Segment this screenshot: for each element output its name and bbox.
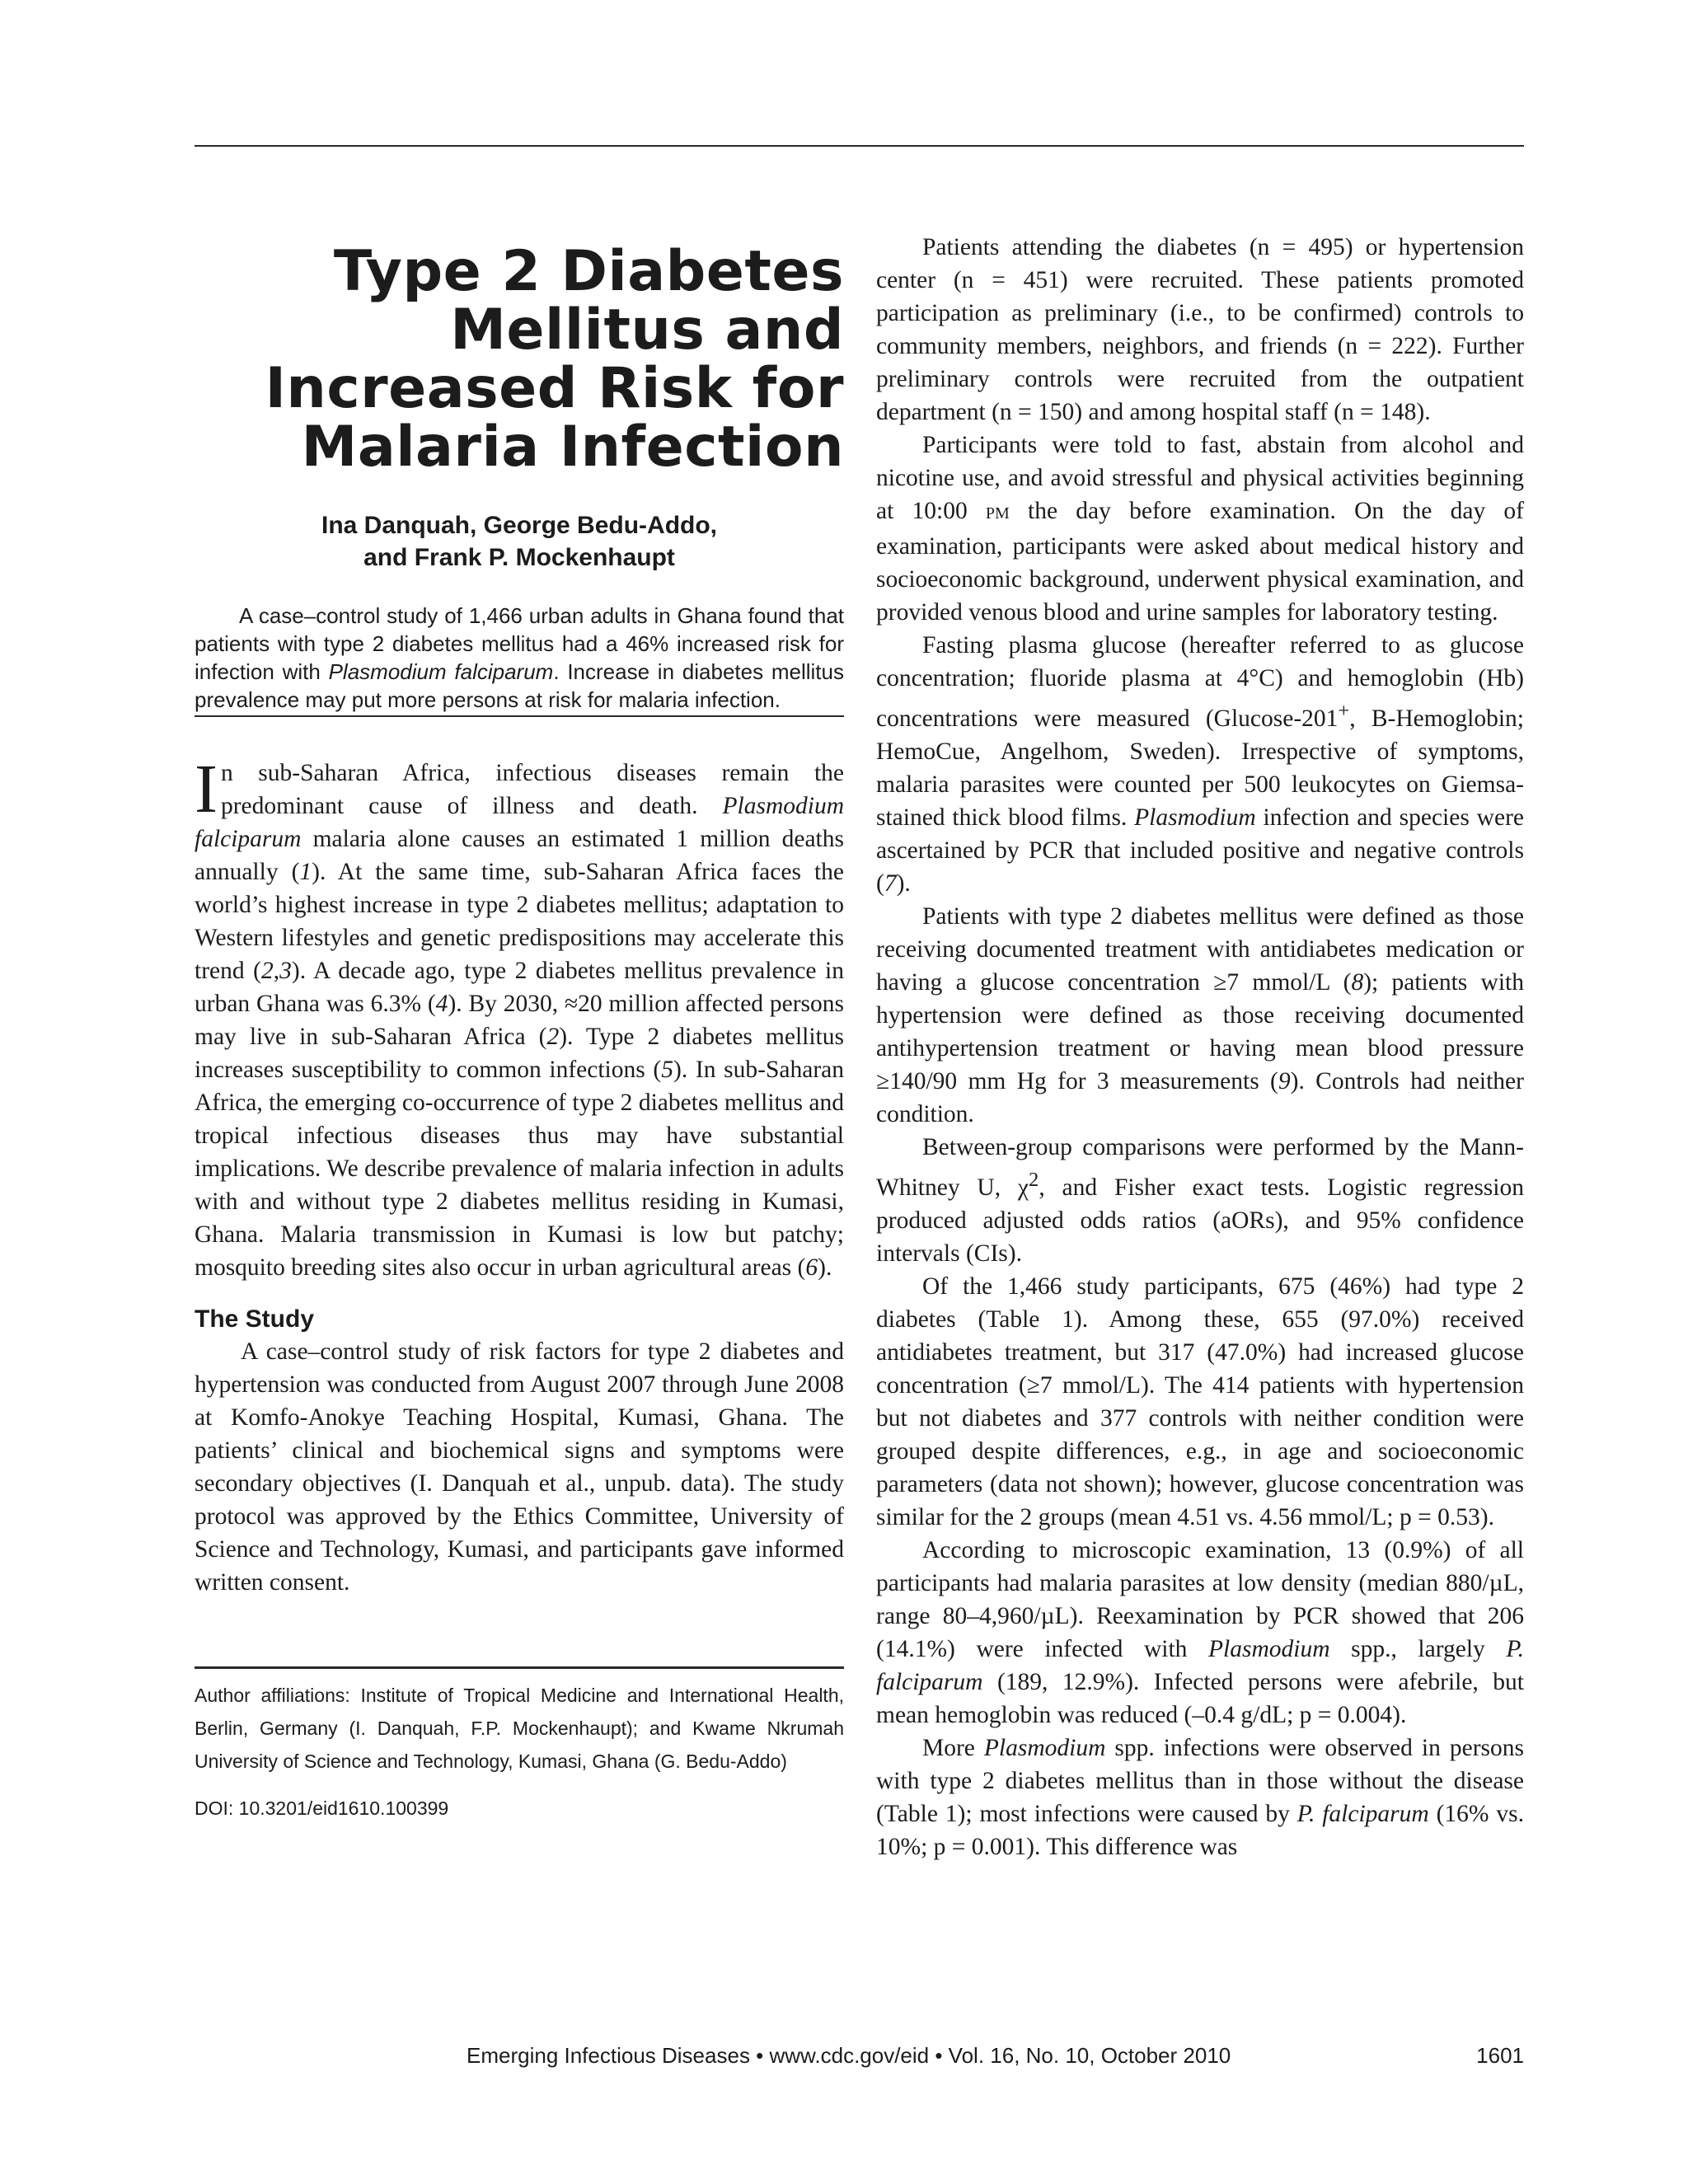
section-heading-the-study: The Study: [195, 1305, 315, 1333]
doi: DOI: 10.3201/eid1610.100399: [195, 1797, 449, 1819]
body-paragraph: Patients with type 2 diabetes mellitus were defined as those receiving documented treatment with antidiabetes medication or having a glucose concentration ≥7 mmol/L (8); patients with hypertension were defined as those receiving documented antihypertension treatment or having mean blood pressure ≥140/90 mm Hg for 3 measurements (9). Controls had neither condition.: [876, 902, 1524, 1127]
body-paragraph: More Plasmodium spp. infections were observed in persons with type 2 diabetes mellitus than in those without the disease (Table 1); most infections were caused by P. falciparum (16% vs. 10%; p = 0.001). This difference was: [876, 1734, 1524, 1860]
title-line: Mellitus and: [450, 298, 844, 363]
page-number: 1601: [1476, 2043, 1524, 2068]
intro-paragraph: In sub-Saharan Africa, infectious diseases remain the predominant cause of illness and death. Plasmodium falciparum malaria alone causes an estimated 1 million deaths annually (1). At the same time, sub-Saharan Africa faces the world’s highest increase in type 2 diabetes mellitus; adaptation to Western lifestyles and genetic predispositions may accelerate this trend (2,3). A decade ago, type 2 diabetes mellitus prevalence in urban Ghana was 6.3% (4). By 2030, ≈20 million affected persons may live in sub-Saharan Africa (2). Type 2 diabetes mellitus increases susceptibility to common infections (5). In sub-Saharan Africa, the emerging co-occurrence of type 2 diabetes mellitus and tropical infectious diseases thus may have substantial implications. We describe prevalence of malaria infection in adults with and without type 2 diabetes mellitus residing in Kumasi, Ghana. Malaria transmission in Kumasi is low but patchy; mosquito breeding sites also occur in urban agricultural areas (6).: [195, 751, 845, 1281]
top-rule: [195, 145, 1524, 147]
author-line: and Frank P. Mockenhaupt: [363, 544, 675, 571]
body-paragraph: Of the 1,466 study participants, 675 (46%) had type 2 diabetes (Table 1). Among these, 655 (97.0%) received antidiabetes treatment, but 317 (47.0%) had increased glucose concentration (≥7 mmol/L). The 414 patients with hypertension but not diabetes and 377 controls with neither condition were grouped despite differences, e.g., in age and socioeconomic parameters (data not shown); however, glucose concentration was similar for the 2 groups (mean 4.51 vs. 4.56 mmol/L; p = 0.53).: [876, 1272, 1524, 1530]
author-list: [195, 509, 844, 574]
study-paragraph: A case–control study of risk factors for type 2 diabetes and hypertension was conducted from August 2007 through June 2008 at Komfo-Anokye Teaching Hospital, Kumasi, Ghana. The patients’ clinical and biochemical signs and symptoms were secondary objectives (I. Danquah et al., unpub. data). The study protocol was approved by the Ethics Committee, University of Science and Technology, Kumasi, and participants gave informed written consent.: [195, 1338, 844, 1596]
journal-citation: Emerging Infectious Diseases • www.cdc.gov/eid • Vol. 16, No. 10, October 2010: [467, 2043, 1231, 2068]
article-title: [195, 239, 844, 480]
body-paragraph: Participants were told to fast, abstain from alcohol and nicotine use, and avoid stressful and physical activities beginning at 10:00 PM the day before examination. On the day of examination, participants were asked about medical history and socioeconomic background, underwent physical examination, and provided venous blood and urine samples for laboratory testing.: [876, 432, 1524, 626]
author-affiliations: Author affiliations: Institute of Tropical Medicine and International Health, Berlin, Germany (I. Danquah, F.P. Mockenhaupt); and Kwame Nkrumah University of Science and Technology, Kumasi, Ghana (G. Bedu-Addo): [195, 1666, 844, 1778]
introduction: [195, 751, 845, 1284]
title-line: Increased Risk for: [265, 356, 844, 421]
title-line: Type 2 Diabetes: [333, 239, 844, 304]
body-paragraph: Patients attending the diabetes (n = 495) or hypertension center (n = 451) were recruited. These patients promoted participation as preliminary (i.e., to be confirmed) controls to community members, neighbors, and friends (n = 222). Further preliminary controls were recruited from the outpatient department (n = 150) and among hospital staff (n = 148).: [876, 234, 1524, 425]
body-paragraph: According to microscopic examination, 13 (0.9%) of all participants had malaria parasites at low density (median 880/µL, range 80–4,960/µL). Reexamination by PCR showed that 206 (14.1%) were infected with Plasmodium spp., largely P. falciparum (189, 12.9%). Infected persons were afebrile, but mean hemoglobin was reduced (–0.4 g/dL; p = 0.004).: [876, 1536, 1524, 1728]
title-line: Malaria Infection: [301, 415, 844, 480]
drop-cap: I: [195, 751, 218, 827]
abstract: A case–control study of 1,466 urban adults in Ghana found that patients with type 2 diabetes mellitus had a 46% increased risk for infection with Plasmodium falciparum. Increase in diabetes mellitus prevalence may put more persons at risk for malaria infection.: [195, 602, 844, 717]
author-line: Ina Danquah, George Bedu-Addo,: [321, 512, 717, 539]
study-section: [195, 1335, 844, 1599]
body-paragraph: Between-group comparisons were performed by the Mann-Whitney U, $\chi^2$, and Fisher exact tests. Logistic regression produced adjusted odds ratios (aORs), and 95% confidence intervals (CIs).: [876, 1133, 1524, 1267]
left-column: [195, 231, 844, 1821]
right-column: [876, 231, 1524, 1863]
body-paragraph: Fasting plasma glucose (hereafter referred to as glucose concentration; fluoride plasma at 4°C) and hemoglobin (Hb) concentrations were measured (Glucose-201+, B-Hemoglobin; HemoCue, Angelhom, Sweden). Irrespective of symptoms, malaria parasites were counted per 500 leukocytes on Giemsa-stained thick blood films. Plasmodium infection and species were ascertained by PCR that included positive and negative controls (7).: [876, 632, 1524, 897]
